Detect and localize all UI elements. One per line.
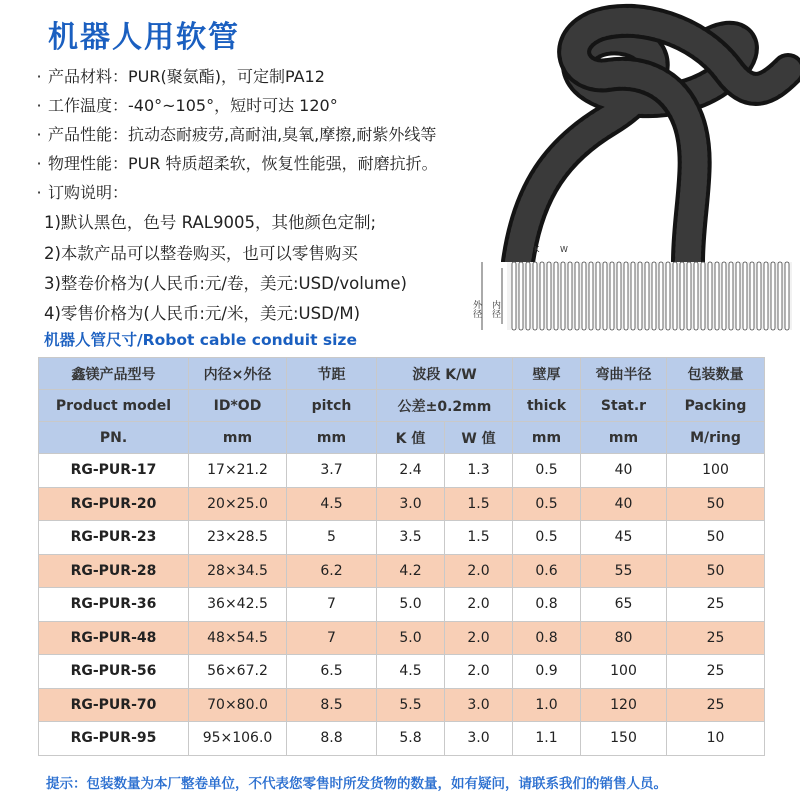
- hose-rib: [659, 262, 663, 330]
- value-cell: 50: [667, 554, 765, 588]
- header-cell: mm: [287, 422, 377, 454]
- value-cell: 0.5: [513, 487, 581, 521]
- id-label: 内径: [490, 300, 500, 318]
- header-row-3: [39, 422, 765, 454]
- value-cell: 25: [667, 588, 765, 622]
- value-cell: 17×21.2: [189, 454, 287, 488]
- spec-text: 订购说明：: [48, 183, 129, 202]
- hose-rib: [603, 262, 607, 330]
- value-cell: 5.8: [377, 722, 445, 756]
- value-cell: 4.2: [377, 554, 445, 588]
- value-cell: 100: [581, 655, 667, 689]
- bullet-dot: ·: [36, 96, 42, 115]
- value-cell: 56×67.2: [189, 655, 287, 689]
- value-cell: 0.5: [513, 454, 581, 488]
- spec-text: 产品性能：抗动态耐疲劳,高耐油,臭氧,摩擦,耐紫外线等: [48, 125, 437, 144]
- spec-performance: [30, 120, 510, 149]
- value-cell: 8.8: [287, 722, 377, 756]
- value-cell: 48×54.5: [189, 621, 287, 655]
- hose-rib: [610, 262, 614, 330]
- value-cell: 3.0: [445, 688, 513, 722]
- model-cell: RG-PUR-56: [39, 655, 189, 689]
- header-cell: Packing: [667, 390, 765, 422]
- hose-rib: [666, 262, 670, 330]
- hose-rib: [785, 262, 789, 330]
- value-cell: 1.5: [445, 521, 513, 555]
- value-cell: 36×42.5: [189, 588, 287, 622]
- table-row: [39, 487, 765, 521]
- hose-rib: [701, 262, 705, 330]
- table-row: [39, 521, 765, 555]
- hose-rib: [582, 262, 586, 330]
- order-note-2: 2)本款产品可以整卷购买，也可以零售购买: [44, 244, 358, 263]
- value-cell: 5.5: [377, 688, 445, 722]
- header-cell: 鑫镁产品型号: [39, 358, 189, 390]
- value-cell: 1.0: [513, 688, 581, 722]
- header-cell: PN.: [39, 422, 189, 454]
- hose-rib: [757, 262, 761, 330]
- bullet-dot: ·: [36, 125, 42, 144]
- header-cell: 公差±0.2mm: [377, 390, 513, 422]
- hose-product-image: [488, 0, 800, 262]
- header-row-2: [39, 390, 765, 422]
- table-row: [39, 621, 765, 655]
- bullet-dot: ·: [36, 183, 42, 202]
- value-cell: 100: [667, 454, 765, 488]
- spec-text: 物理性能：PUR 特质超柔软，恢复性能强，耐磨抗折。: [48, 154, 438, 173]
- hose-rib: [743, 262, 747, 330]
- hose-rib: [589, 262, 593, 330]
- header-cell: 波段 K/W: [377, 358, 513, 390]
- value-cell: 1.1: [513, 722, 581, 756]
- value-cell: 40: [581, 487, 667, 521]
- footnote: 提示：包装数量为本厂整卷单位，不代表您零售时所发货物的数量，如有疑问，请联系我们的销售人员。: [46, 776, 667, 792]
- header-cell: M/ring: [667, 422, 765, 454]
- hose-rib: [519, 262, 523, 330]
- hose-rib: [673, 262, 677, 330]
- table-title: 机器人管尺寸/Robot cable conduit size: [44, 331, 357, 349]
- header-cell: mm: [189, 422, 287, 454]
- value-cell: 25: [667, 621, 765, 655]
- bullet-dot: ·: [36, 154, 42, 173]
- hose-rib: [778, 262, 782, 330]
- hose-rib: [729, 262, 733, 330]
- hose-rib: [617, 262, 621, 330]
- header-cell: ID*OD: [189, 390, 287, 422]
- table-row: [39, 554, 765, 588]
- spec-table: [38, 357, 765, 756]
- header-cell: W 值: [445, 422, 513, 454]
- table-row: [39, 454, 765, 488]
- header-cell: thick: [513, 390, 581, 422]
- hose-rib: [533, 262, 537, 330]
- value-cell: 55: [581, 554, 667, 588]
- value-cell: 120: [581, 688, 667, 722]
- value-cell: 2.0: [445, 588, 513, 622]
- value-cell: 70×80.0: [189, 688, 287, 722]
- page-title: 机器人用软管: [48, 20, 240, 55]
- value-cell: 20×25.0: [189, 487, 287, 521]
- order-note-4: 4)零售价格为(人民币:元/米，美元:USD/M): [44, 304, 361, 323]
- header-cell: mm: [581, 422, 667, 454]
- header-cell: 壁厚: [513, 358, 581, 390]
- value-cell: 3.7: [287, 454, 377, 488]
- value-cell: 0.8: [513, 621, 581, 655]
- value-cell: 80: [581, 621, 667, 655]
- header-cell: pitch: [287, 390, 377, 422]
- hose-dimension-diagram: [462, 240, 792, 345]
- header-cell: mm: [513, 422, 581, 454]
- hose-rib: [575, 262, 579, 330]
- hose-rib: [631, 262, 635, 330]
- order-note-3: 3)整卷价格为(人民币:元/卷，美元:USD/volume): [44, 274, 407, 293]
- hose-rib: [736, 262, 740, 330]
- header-cell: 包装数量: [667, 358, 765, 390]
- bullet-dot: ·: [36, 67, 42, 86]
- value-cell: 28×34.5: [189, 554, 287, 588]
- hose-rib: [554, 262, 558, 330]
- value-cell: 2.0: [445, 621, 513, 655]
- value-cell: 3.0: [445, 722, 513, 756]
- k-label: K: [534, 245, 540, 254]
- hose-rib: [561, 262, 565, 330]
- table-body: [39, 454, 765, 756]
- value-cell: 10: [667, 722, 765, 756]
- header-cell: 内径×外径: [189, 358, 287, 390]
- value-cell: 23×28.5: [189, 521, 287, 555]
- hose-rib: [680, 262, 684, 330]
- table-row: [39, 655, 765, 689]
- value-cell: 50: [667, 487, 765, 521]
- header-cell: K 值: [377, 422, 445, 454]
- od-label: 外径: [471, 300, 481, 318]
- hose-rib: [764, 262, 768, 330]
- spec-text: 产品材料：PUR(聚氨酯)，可定制PA12: [48, 67, 325, 86]
- model-cell: RG-PUR-48: [39, 621, 189, 655]
- table-row: [39, 722, 765, 756]
- hose-rib: [708, 262, 712, 330]
- hose-rib: [638, 262, 642, 330]
- value-cell: 150: [581, 722, 667, 756]
- hose-rib: [624, 262, 628, 330]
- model-cell: RG-PUR-23: [39, 521, 189, 555]
- header-cell: Stat.r: [581, 390, 667, 422]
- value-cell: 3.5: [377, 521, 445, 555]
- value-cell: 0.8: [513, 588, 581, 622]
- value-cell: 4.5: [287, 487, 377, 521]
- model-cell: RG-PUR-17: [39, 454, 189, 488]
- value-cell: 25: [667, 655, 765, 689]
- w-label: W: [560, 245, 568, 254]
- value-cell: 4.5: [377, 655, 445, 689]
- value-cell: 40: [581, 454, 667, 488]
- table-row: [39, 688, 765, 722]
- value-cell: 5.0: [377, 588, 445, 622]
- header-row-1: [39, 358, 765, 390]
- header-cell: Product model: [39, 390, 189, 422]
- hose-rib: [687, 262, 691, 330]
- hose-rib: [722, 262, 726, 330]
- value-cell: 7: [287, 621, 377, 655]
- hose-rib: [771, 262, 775, 330]
- value-cell: 0.5: [513, 521, 581, 555]
- hose-rib: [652, 262, 656, 330]
- spec-ordering: [30, 178, 510, 207]
- value-cell: 8.5: [287, 688, 377, 722]
- model-cell: RG-PUR-70: [39, 688, 189, 722]
- value-cell: 5.0: [377, 621, 445, 655]
- value-cell: 0.6: [513, 554, 581, 588]
- value-cell: 1.5: [445, 487, 513, 521]
- spec-physical: [30, 149, 510, 178]
- hose-rib: [526, 262, 530, 330]
- value-cell: 5: [287, 521, 377, 555]
- hose-rib: [540, 262, 544, 330]
- hose-rib: [694, 262, 698, 330]
- header-cell: 节距: [287, 358, 377, 390]
- header-cell: 弯曲半径: [581, 358, 667, 390]
- value-cell: 1.3: [445, 454, 513, 488]
- value-cell: 7: [287, 588, 377, 622]
- model-cell: RG-PUR-36: [39, 588, 189, 622]
- order-note-1: 1)默认黑色，色号 RAL9005，其他颜色定制;: [44, 213, 377, 232]
- value-cell: 2.4: [377, 454, 445, 488]
- value-cell: 45: [581, 521, 667, 555]
- value-cell: 65: [581, 588, 667, 622]
- value-cell: 2.0: [445, 554, 513, 588]
- spec-list: [30, 62, 510, 207]
- value-cell: 3.0: [377, 487, 445, 521]
- table-row: [39, 588, 765, 622]
- value-cell: 0.9: [513, 655, 581, 689]
- model-cell: RG-PUR-20: [39, 487, 189, 521]
- hose-rib: [715, 262, 719, 330]
- spec-temperature: [30, 91, 510, 120]
- value-cell: 2.0: [445, 655, 513, 689]
- hose-rib: [750, 262, 754, 330]
- value-cell: 50: [667, 521, 765, 555]
- model-cell: RG-PUR-28: [39, 554, 189, 588]
- spec-text: 工作温度：-40°~105°，短时可达 120°: [48, 96, 338, 115]
- value-cell: 25: [667, 688, 765, 722]
- hose-rib: [645, 262, 649, 330]
- spec-material: [30, 62, 510, 91]
- value-cell: 6.5: [287, 655, 377, 689]
- value-cell: 6.2: [287, 554, 377, 588]
- hose-rib: [547, 262, 551, 330]
- hose-rib: [596, 262, 600, 330]
- model-cell: RG-PUR-95: [39, 722, 189, 756]
- value-cell: 95×106.0: [189, 722, 287, 756]
- hose-rib: [512, 262, 516, 330]
- hose-rib: [568, 262, 572, 330]
